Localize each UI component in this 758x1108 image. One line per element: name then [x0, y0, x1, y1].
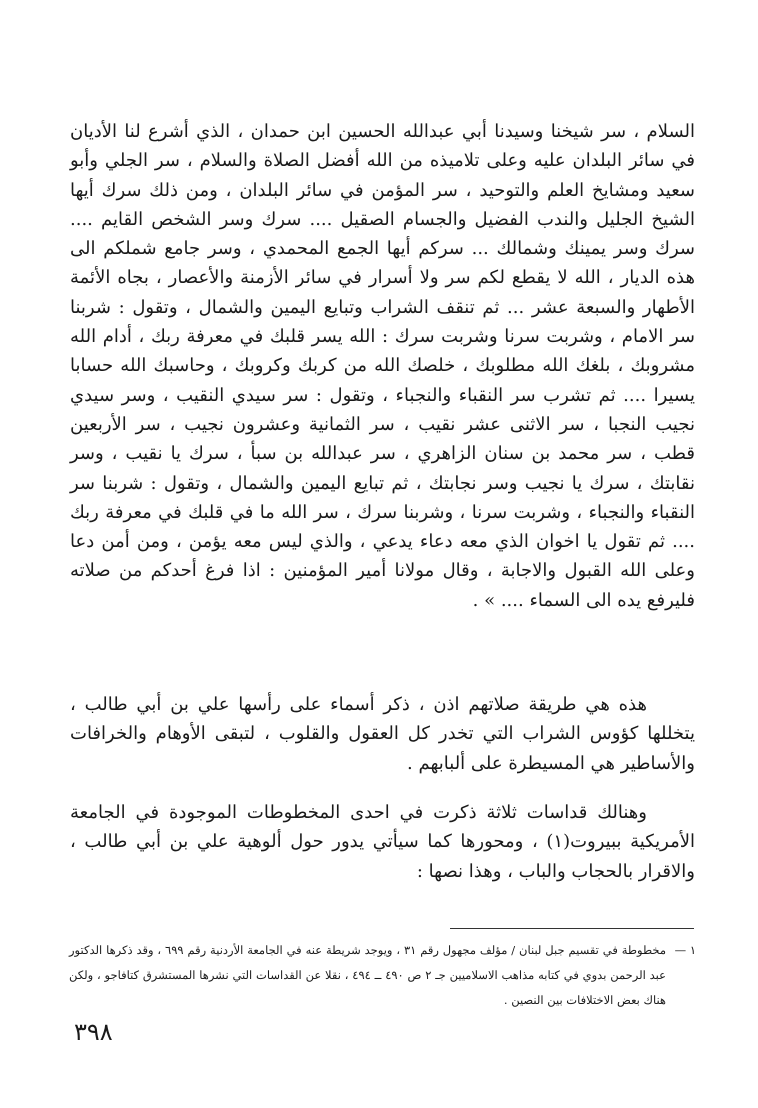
footnote-number: ١ — — [674, 943, 696, 957]
footnote-divider — [450, 928, 694, 929]
body-paragraph-2: هذه هي طريقة صلاتهم اذن ، ذكر أسماء على رأسها علي بن أبي طالب ، يتخللها كؤوس الشراب التي تخدر كل العقول والقلوب ، لتبقى الأوهام والخرافات والأساطير هي المسيطرة على ألبابهم . — [70, 694, 695, 774]
body-paragraph-1: السلام ، سر شيخنا وسيدنا أبي عبدالله الحسين ابن حمدان ، الذي أشرع لنا الأديان في سائر البلدان عليه وعلى تلاميذه من الله أفضل الصلاة والسلام ، سر الجلي وأبو سعيد ومشايخ العلم والتوحيد ، سر المؤمن في سائر البلدان ، ومن ذلك سرك أيها الشيخ الجليل والندب الفضيل والجسام الصقيل .... سرك وسر الشخص القايم .... سرك وسر يمينك وشمالك ... سرکم أيها الجمع المحمدي ، وسر جامع شملكم الى هذه الديار ، الله لا يقطع لكم سر ولا أسرار في سائر الأزمنة والأعصار ، بجاه الأئمة الأطهار والسبعة عشر ... ثم تنقف الشراب وتبايع اليمين والشمال ، وتقول : شربنا سر الامام ، وشربت سرنا وشربت سرك : الله يسر قلبك في معرفة ربك ، أدام الله مشروبك ، بلغك الله مطلوبك ، خلصك الله من كربك وكروبك ، وحاسبك الله حسابا يسيرا .... ثم تشرب سر النقباء والنجباء ، وتقول : سر سيدي النقيب ، وسر سيدي نجيب النجبا ، سر الاثنى عشر نقيب ، سر الثمانية وعشرون نجيب ، سر الأربعين قطب ، سر محمد بن سنان الزاهري ، سر عبدالله بن سبأ ، سرك يا نقيب ، وسر نقابتك ، سرك يا نجيب وسر نجابتك ، ثم تبايع اليمين والشمال ، وتقول : شربنا سر النقباء والنجباء ، وشربت سرنا ، وشربنا سرك ، سر الله ما في قلبك في معرفة ربك .... ثم تقول يا اخوان الذي معه دعاء يدعي ، والذي ليس معه يؤمن ، ومن أمن دعا وعلى الله القبول والاجابة ، وقال مولانا أمير المؤمنين : اذا فرغ أحدكم من صلاته فليرفع يده الى السماء .... » . — [70, 121, 695, 611]
body-paragraph-3: وهنالك قداسات ثلاثة ذكرت في احدى المخطوطات الموجودة في الجامعة الأمريكية ببيروت(١) ، ومحورها كما سيأتي يدور حول ألوهية علي بن أبي طالب ، والاقرار بالحجاب والباب ، وهذا نصها : — [70, 802, 696, 882]
footnote — [69, 938, 696, 1013]
page-number: ٣٩٨ — [74, 1018, 113, 1046]
footnote-text: مخطوطة في تقسيم جبل لبنان / مؤلف مجهول رقم ٣١ ، ويوجد شريطة عنه في الجامعة الأردنية رقم ٦٩٩ ، وقد ذكرها الدكتور عبد الرحمن بدوي في كتابه مذاهب الاسلاميين جـ ٢ ص ٤٩٠ ــ ٤٩٤ ، نقلا عن القداسات التي نشرها المستشرق كتافاجو ، ولكن هناك بعض الاختلافات بين النصين . — [69, 943, 667, 1007]
